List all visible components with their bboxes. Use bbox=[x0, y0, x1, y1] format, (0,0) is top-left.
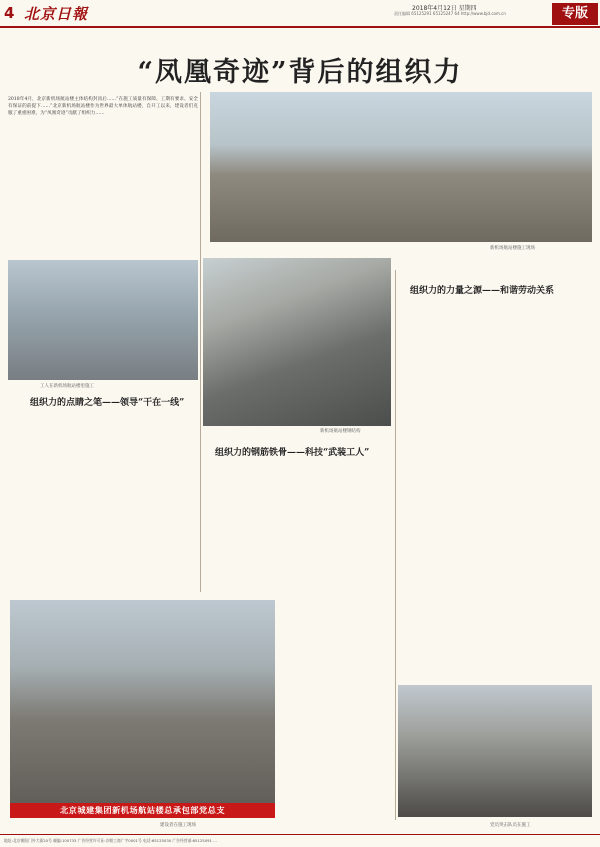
steel-structure-photo bbox=[203, 258, 391, 426]
page-number: 4 bbox=[4, 4, 15, 22]
photo-caption-top: 新机场航站楼施工现场 bbox=[490, 246, 535, 251]
section-heading-3: 组织力的力量之源——和谐劳动关系 bbox=[410, 286, 555, 296]
column-badge: 专版 bbox=[552, 3, 598, 25]
lead-paragraph: 2018年4月，北京新机场航站楼主体结构封顶后……“在施工质量有保障、工期有要求、安全有保证的前提下……”北京新机场航站楼作为世界最大单体航站楼，自开工以来，建设者们克服了重重困难，为“凤凰奇迹”贡献了组织力…… bbox=[8, 97, 198, 117]
page-footer: 地址:北京朝阳门外大街20号 邮编:100733 广告经营许可证:京朝工商广字0001号 电话:65125030 广告经营部:65125091 … bbox=[0, 834, 600, 847]
issue-date: 2018年4月12日 星期四 bbox=[412, 5, 477, 12]
photo-caption-left: 工人在新机场航站楼里施工 bbox=[40, 384, 94, 389]
group-banner: 北京城建集团新机场航站楼总承包部党总支 bbox=[10, 803, 275, 818]
page-header bbox=[0, 0, 600, 28]
headline: “凤凰奇迹”背后的组织力 bbox=[137, 57, 463, 88]
photo-caption-br: 党员突击队员在施工 bbox=[490, 823, 531, 828]
workers-helmet-photo bbox=[398, 685, 592, 817]
masthead-logo: 北京日報 bbox=[24, 5, 89, 23]
group-photo bbox=[10, 600, 275, 818]
editor-line: 责任编辑 65125291 65125247 64 http://www.bjd.com.cn bbox=[394, 11, 506, 16]
workers-photo bbox=[8, 260, 198, 380]
construction-site-photo bbox=[210, 92, 592, 242]
section-heading-1: 组织力的点睛之笔——领导“干在一线” bbox=[30, 398, 185, 408]
column-rule bbox=[200, 92, 201, 592]
section-heading-2: 组织力的钢筋铁骨——科技“武装工人” bbox=[215, 448, 370, 458]
photo-caption-bottom: 建设者在施工现场 bbox=[160, 823, 196, 828]
photo-caption-mid: 新机场航站楼钢结构 bbox=[320, 429, 361, 434]
column-rule bbox=[395, 270, 396, 820]
